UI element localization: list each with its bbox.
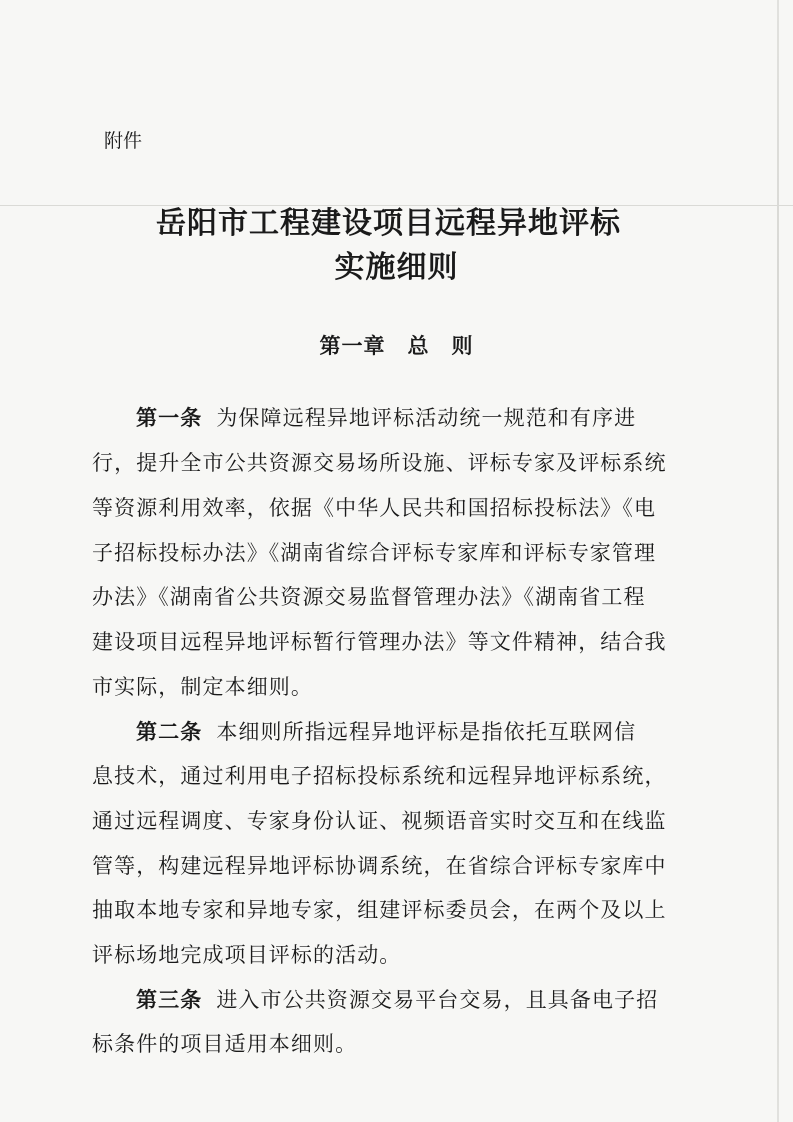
article-2-line-2: 息技术，通过利用电子招标投标系统和远程异地评标系统， [92, 764, 667, 788]
chapter-heading: 第一章 总 则 [319, 334, 474, 358]
article-2-line-3: 通过远程调度、专家身份认证、视频语音实时交互和在线监 [92, 809, 667, 833]
article-3-text: 进入市公共资源交易平台交易，且具备电子招 [216, 988, 659, 1012]
article-1-line-7: 市实际，制定本细则。 [92, 675, 313, 699]
article-3-line-1 [136, 985, 704, 1015]
article-2-line-6: 评标场地完成项目评标的活动。 [92, 943, 402, 967]
article-1-line-5: 办法》《湖南省公共资源交易监督管理办法》《湖南省工程 [92, 585, 646, 609]
article-1-line-4: 子招标投标办法》《湖南省综合评标专家库和评标专家管理 [92, 541, 657, 565]
article-2-line-4: 管等，构建远程异地评标协调系统，在省综合评标专家库中 [92, 854, 667, 878]
document-title-line-2: 实施细则 [334, 250, 459, 285]
article-2-line-5: 抽取本地专家和异地专家，组建评标委员会，在两个及以上 [92, 898, 667, 922]
attachment-label: 附件 [104, 130, 143, 152]
article-2-line-1 [136, 717, 704, 747]
article-1-line-1 [136, 403, 704, 433]
document-title-line-1: 岳阳市工程建设项目远程异地评标 [156, 206, 621, 241]
article-1-line-6: 建设项目远程异地评标暂行管理办法》等文件精神，结合我 [92, 630, 667, 654]
article-2-label: 第二条 [136, 720, 203, 744]
article-3-label: 第三条 [136, 988, 203, 1012]
article-2-text: 本细则所指远程异地评标是指依托互联网信 [216, 720, 637, 744]
scan-edge [777, 0, 779, 1122]
article-1-label: 第一条 [136, 406, 203, 430]
article-1-line-2: 行，提升全市公共资源交易场所设施、评标专家及评标系统 [92, 451, 667, 475]
article-1-text: 为保障远程异地评标活动统一规范和有序进 [216, 406, 637, 430]
bleed-through-text [420, 116, 610, 144]
article-3-line-2: 标条件的项目适用本细则。 [92, 1032, 358, 1056]
article-1-line-3: 等资源利用效率，依据《中华人民共和国招标投标法》《电 [92, 496, 657, 520]
